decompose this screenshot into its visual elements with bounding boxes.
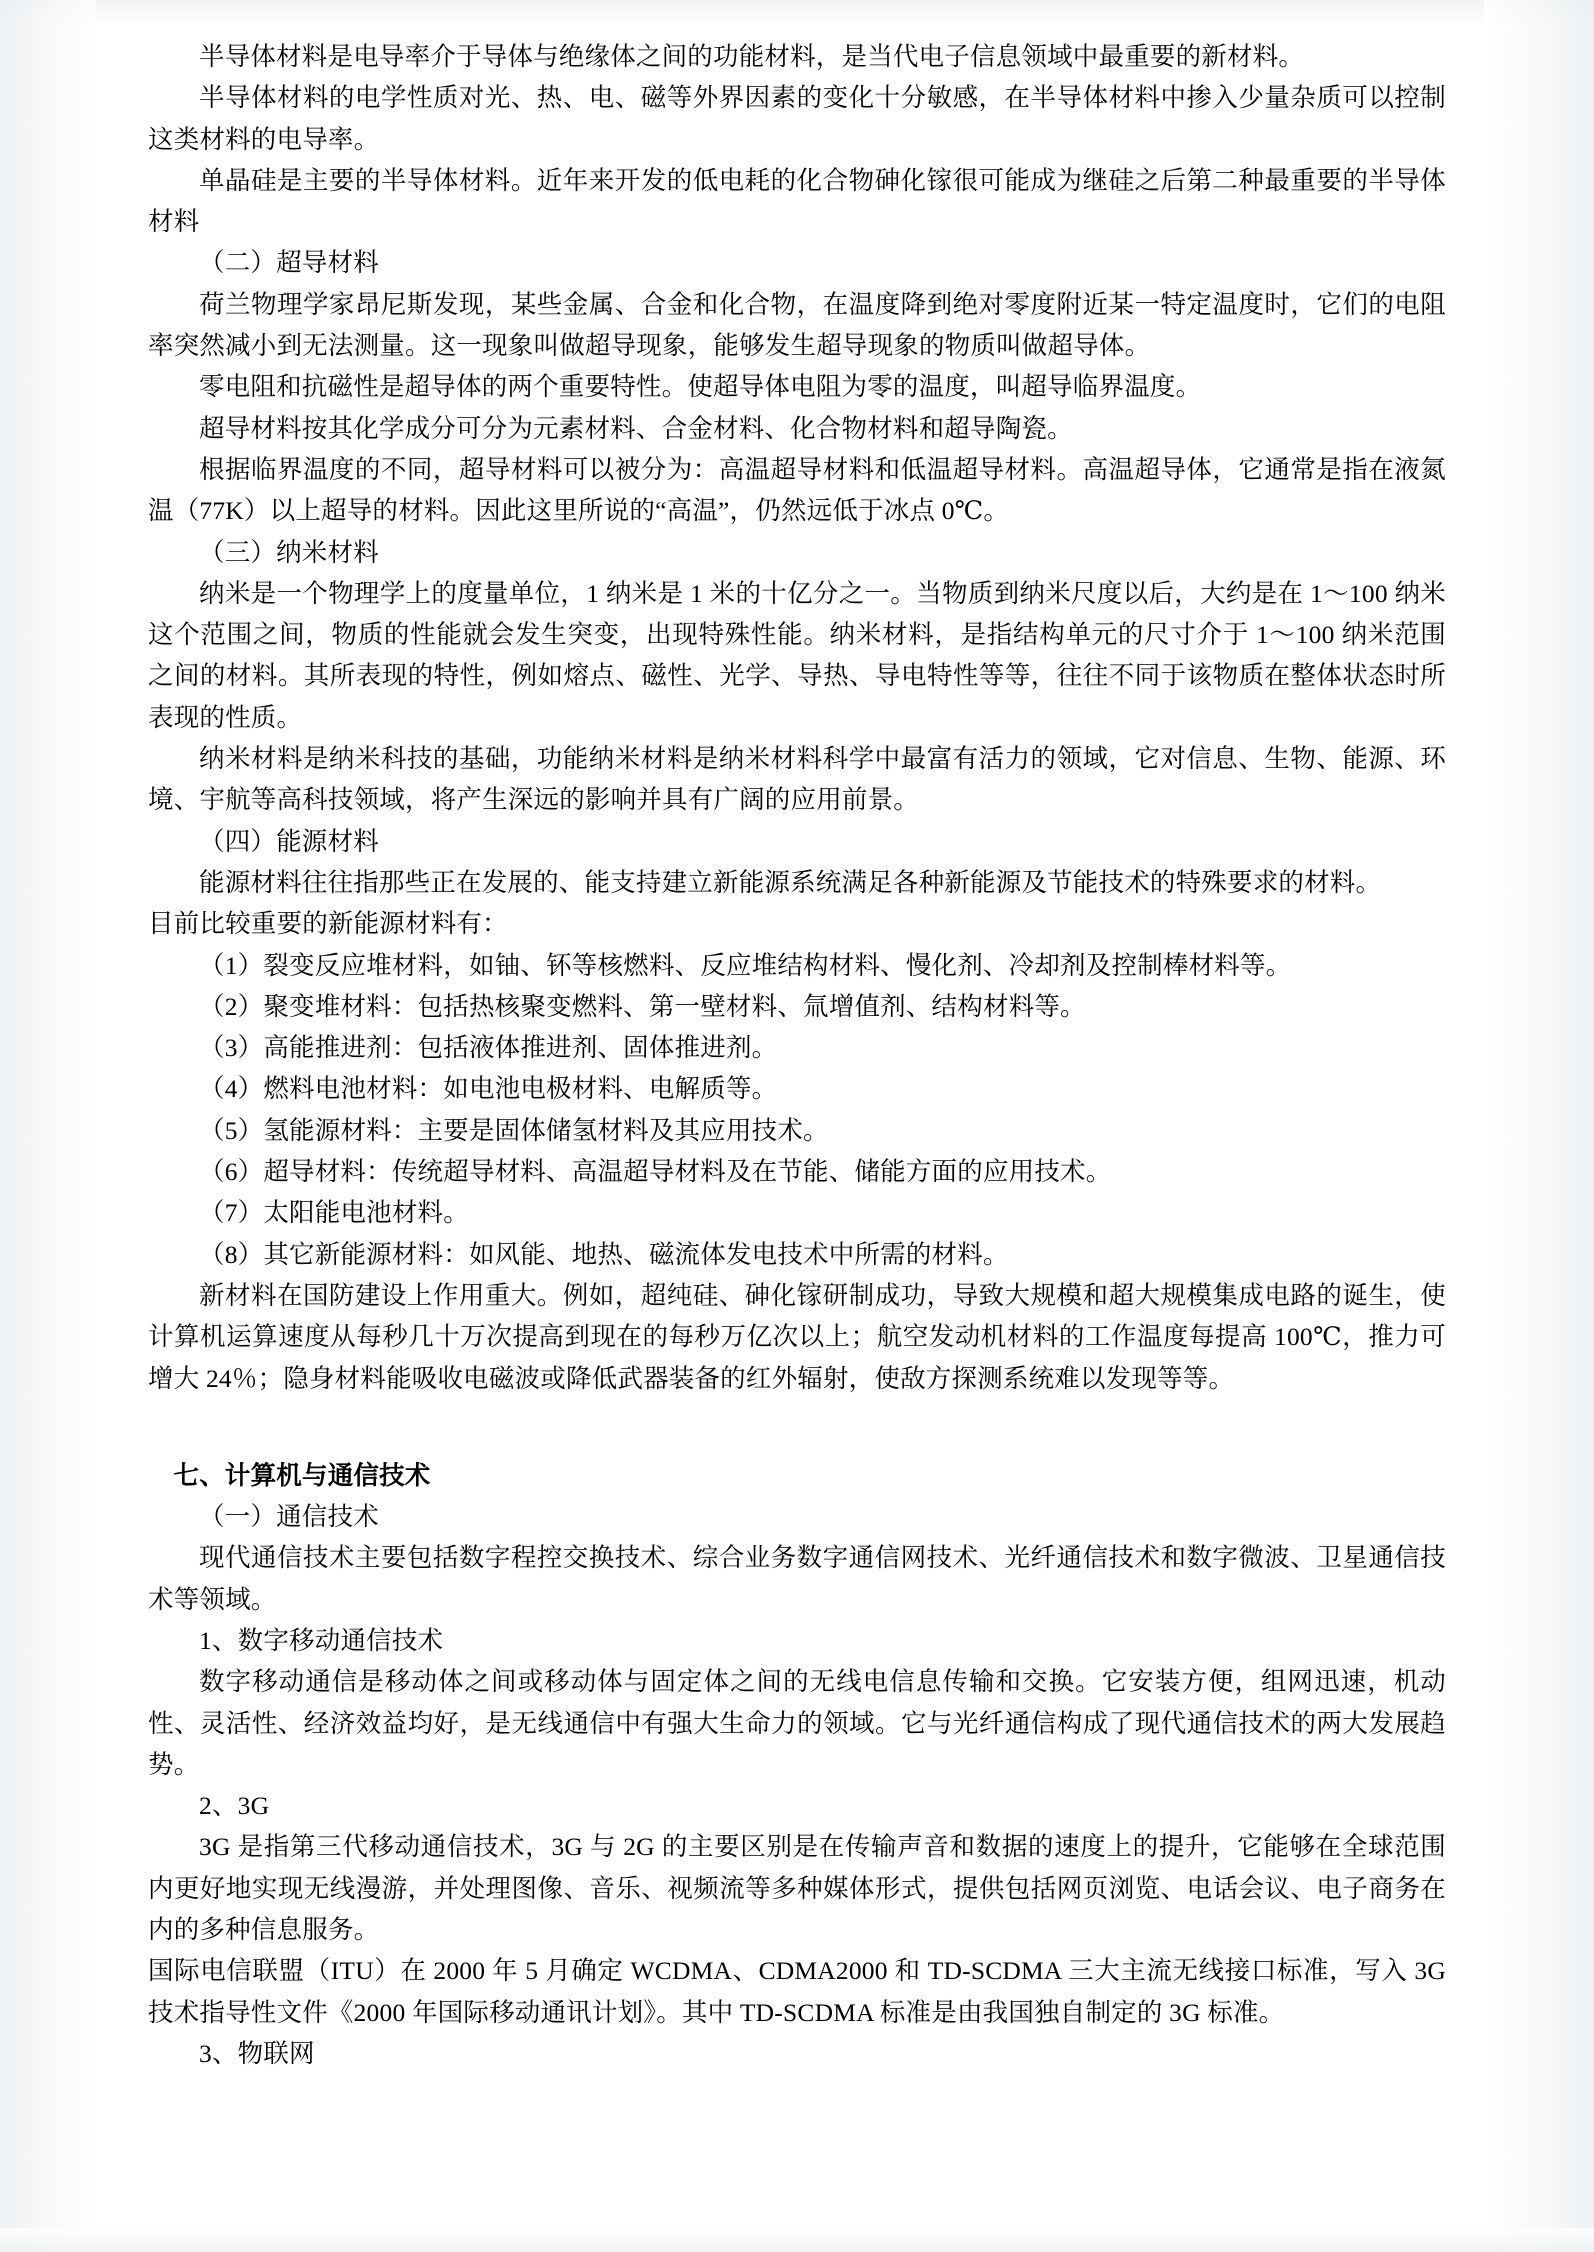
subsection-heading-3g: 2、3G — [199, 1791, 270, 1821]
paragraph: 国际电信联盟（ITU）在 2000 年 5 月确定 WCDMA、CDMA2000 和 TD-SCDMA 三大主流无线接口标准，写入 3G 技术指导性文件《2000 年国际移动通讯计划》。其中 TD-SCDMA 标准是由我国独自制定的 3G 标准。 — [148, 1956, 1446, 2027]
paragraph: 超导材料按其化学成分可分为元素材料、合金材料、化合物材料和超导陶瓷。 — [199, 413, 1073, 443]
paragraph: 零电阻和抗磁性是超导体的两个重要特性。使超导体电阻为零的温度，叫超导临界温度。 — [199, 372, 1202, 402]
list-item: （7）太阳能电池材料。 — [199, 1198, 469, 1228]
list-item: （8）其它新能源材料：如风能、地热、磁流体发电技术中所需的材料。 — [199, 1239, 1009, 1269]
paragraph: 荷兰物理学家昂尼斯发现，某些金属、合金和化合物，在温度降到绝对零度附近某一特定温度时，它们的电阻率突然减小到无法测量。这一现象叫做超导现象，能够发生超导现象的物质叫做超导体。 — [148, 289, 1446, 361]
paragraph: 纳米是一个物理学上的度量单位，1 纳米是 1 米的十亿分之一。当物质到纳米尺度以后，大约是在 1～100 纳米这个范围之间，物质的性能就会发生突变，出现特殊性能。纳米材料，是指结构单元的尺寸介于 1～100 纳米范围之间的材料。其所表现的特性，例如熔点、磁性、光学、导热、导电特性等等，往往不同于该物质在整体状态时所表现的性质。 — [148, 578, 1446, 732]
subsection-heading-energy: （四）能源材料 — [199, 826, 379, 856]
subsection-heading-superconductor: （二）超导材料 — [199, 248, 379, 278]
paragraph: 根据临界温度的不同，超导材料可以被分为：高温超导材料和低温超导材料。高温超导体，它通常是指在液氮温（77K）以上超导的材料。因此这里所说的“高温”，仍然远低于冰点 0℃。 — [148, 454, 1446, 526]
paragraph: 单晶硅是主要的半导体材料。近年来开发的低电耗的化合物砷化镓很可能成为继硅之后第二种最重要的半导体材料 — [148, 165, 1446, 237]
list-item: （1）裂变反应堆材料，如铀、钚等核燃料、反应堆结构材料、慢化剂、冷却剂及控制棒材料等。 — [199, 950, 1292, 980]
page-edge-shadow-left — [0, 0, 96, 2252]
paragraph: 新材料在国防建设上作用重大。例如，超纯硅、砷化镓研制成功，导致大规模和超大规模集成电路的诞生，使计算机运算速度从每秒几十万次提高到现在的每秒万亿次以上；航空发动机材料的工作温度每提高 100℃，推力可增大 24％；隐身材料能吸收电磁波或降低武器装备的红外辐射，使敌方探测系统难以发现等等。 — [148, 1280, 1446, 1393]
subsection-heading-nano: （三）纳米材料 — [199, 537, 379, 567]
subsection-heading-communication: （一）通信技术 — [199, 1502, 379, 1532]
list-item: （2）聚变堆材料：包括热核聚变燃料、第一壁材料、氚增值剂、结构材料等。 — [199, 991, 1086, 1021]
list-item: （3）高能推进剂：包括液体推进剂、固体推进剂。 — [199, 1033, 778, 1063]
paragraph: 数字移动通信是移动体之间或移动体与固定体之间的无线电信息传输和交换。它安装方便，组网迅速，机动性、灵活性、经济效益均好，是无线通信中有强大生命力的领域。它与光纤通信构成了现代通信技术的两大发展趋势。 — [148, 1667, 1446, 1779]
section-spacer — [148, 1399, 1446, 1455]
paragraph: 现代通信技术主要包括数字程控交换技术、综合业务数字通信网技术、光纤通信技术和数字微波、卫星通信技术等领域。 — [148, 1543, 1446, 1614]
page-edge-shadow-top — [0, 0, 1594, 26]
subsection-heading-iot: 3、物联网 — [199, 2038, 315, 2068]
list-item: （4）燃料电池材料：如电池电极材料、电解质等。 — [199, 1074, 778, 1104]
page-edge-shadow-right — [1484, 0, 1594, 2252]
paragraph: 纳米材料是纳米科技的基础，功能纳米材料是纳米材料科学中最富有活力的领域，它对信息、生物、能源、环境、宇航等高科技领域，将产生深远的影响并具有广阔的应用前景。 — [148, 744, 1446, 815]
subsection-heading-digital-mobile: 1、数字移动通信技术 — [199, 1625, 444, 1655]
paragraph: 目前比较重要的新能源材料有： — [148, 909, 508, 939]
list-item: （6）超导材料：传统超导材料、高温超导材料及在节能、储能方面的应用技术。 — [199, 1157, 1112, 1187]
paragraph: 能源材料往往指那些正在发展的、能支持建立新能源系统满足各种新能源及节能技术的特殊要求的材料。 — [199, 867, 1382, 897]
paragraph: 半导体材料是电导率介于导体与绝缘体之间的功能材料，是当代电子信息领域中最重要的新材料。 — [199, 42, 1305, 71]
document-body — [148, 36, 1446, 2074]
paragraph: 半导体材料的电学性质对光、热、电、磁等外界因素的变化十分敏感，在半导体材料中掺入少量杂质可以控制这类材料的电导率。 — [148, 83, 1446, 154]
section-heading: 七、计算机与通信技术 — [173, 1460, 431, 1490]
paragraph: 3G 是指第三代移动通信技术，3G 与 2G 的主要区别是在传输声音和数据的速度上的提升，它能够在全球范围内更好地实现无线漫游，并处理图像、音乐、视频流等多种媒体形式，提供包括网页浏览、电话会议、电子商务在内的多种信息服务。 — [148, 1832, 1446, 1945]
page-edge-shadow-bottom — [0, 2228, 1594, 2252]
list-item: （5）氢能源材料：主要是固体储氢材料及其应用技术。 — [199, 1115, 829, 1145]
